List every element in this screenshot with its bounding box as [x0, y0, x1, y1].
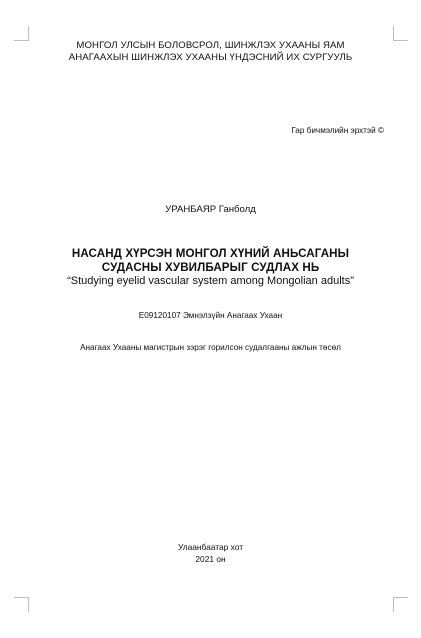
- specialty-code: E09120107 Эмнэлзүйн Анагаах Ухаан: [138, 311, 283, 320]
- crop-mark-bottom-right: [393, 597, 408, 612]
- year: 2021 он: [195, 554, 226, 564]
- crop-mark-top-right: [393, 26, 408, 41]
- thesis-title-line-1: НАСАНД ХҮРСЭН МОНГОЛ ХҮНИЙ АНЬСАГАНЫ: [71, 247, 350, 260]
- crop-mark-bottom-left: [14, 597, 29, 612]
- author-name: УРАНБАЯР Ганболд: [165, 204, 256, 215]
- ministry-name: МОНГОЛ УЛСЫН БОЛОВСРОЛ, ШИНЖЛЭХ УХААНЫ ЯАМ: [76, 40, 345, 51]
- copyright-notice: Гар бичмэлийн эрхтэй ©: [291, 126, 384, 135]
- thesis-title-english: “Studying eyelid vascular system among Mongolian adults”: [67, 275, 354, 287]
- place: Улаанбаатар хот: [177, 542, 244, 552]
- crop-mark-top-left: [14, 26, 29, 41]
- university-name: АНАГААХЫН ШИНЖЛЭХ УХААНЫ ҮНДЭСНИЙ ИХ СУРГУУЛЬ: [68, 52, 353, 63]
- degree-statement: Анагаах Ухааны магистрын зэрэг горилсон судалгааны ажлын төсөл: [80, 343, 341, 352]
- thesis-title-line-2: СУДАСНЫ ХУВИЛБАРЫГ СУДЛАХ НЬ: [101, 261, 320, 274]
